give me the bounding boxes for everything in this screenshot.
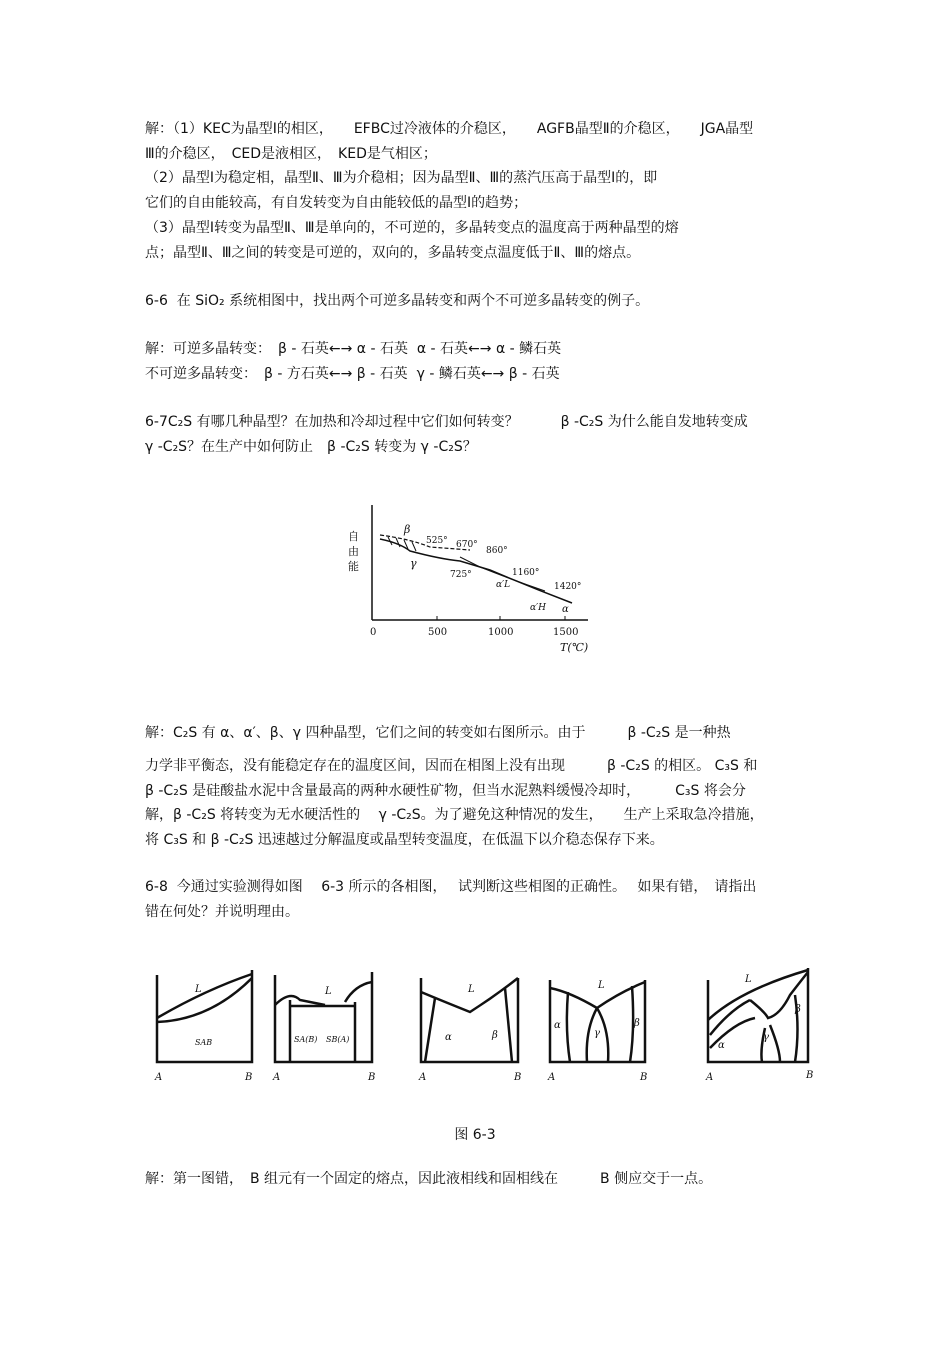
- x-tick-1500: 1500: [553, 627, 579, 638]
- d3-B: B: [514, 1072, 522, 1083]
- question-6-8-line-1: 6-8 今通过实验测得如图 6-3 所示的各相图， 试判断这些相图的正确性。 如果有错， 请指出: [145, 879, 757, 895]
- answer-6-7-line-1: 解：C₂S 有 α、α′、β、γ 四种晶型，它们之间的转变如右图所示。由于 β -C₂S 是一种热: [145, 725, 731, 741]
- d3-b: β: [492, 1030, 498, 1041]
- d4-g: γ: [594, 1028, 600, 1039]
- question-6-7-line-1: 6-7C₂S 有哪几种晶型？在加热和冷却过程中它们如何转变？ β -C₂S 为什么能自发地转变成: [145, 414, 748, 430]
- answer-6-7-line-4: 解，β -C₂S 将转变为无水硬活性的 γ -C₂S。为了避免这种情况的发生， 生产上采取急冷措施，: [145, 807, 764, 823]
- d1-S: SAB: [195, 1038, 213, 1047]
- d3-L: L: [468, 984, 475, 995]
- label-725: 725°: [450, 570, 472, 580]
- answer-6-6-line-2: 不可逆多晶转变： β - 方石英←→ β - 石英 γ - 鳞石英←→ β - 石英: [145, 366, 560, 382]
- d4-A: A: [548, 1072, 556, 1083]
- alpha-prime-h-label: α′H: [530, 603, 546, 613]
- gamma-label: γ: [410, 557, 417, 570]
- y-label-2: 由: [348, 545, 359, 558]
- answer-line-2: Ⅲ的介稳区， CED是液相区， KED是气相区；: [145, 146, 437, 162]
- label-1160: 1160°: [512, 568, 540, 578]
- answer-6-7-line-3: β -C₂S 是硅酸盐水泥中含量最高的两种水硬性矿物，但当水泥熟料缓慢冷却时， C₃S 将会分: [145, 783, 746, 799]
- x-tick-1000: 1000: [488, 627, 514, 638]
- answer-6-7-line-5: 将 C₃S 和 β -C₂S 迅速越过分解温度或晶型转变温度，在低温下以介稳态保存下来。: [145, 832, 664, 848]
- label-525: 525°: [426, 536, 448, 546]
- d1-frame: [157, 970, 252, 1062]
- answer-line-6: 点；晶型Ⅱ、Ⅲ之间的转变是可逆的，双向的，多晶转变点温度低于Ⅱ、Ⅲ的熔点。: [145, 245, 641, 261]
- d1-B: B: [245, 1072, 253, 1083]
- x-tick-0: 0: [370, 627, 377, 638]
- d2-L: L: [325, 986, 332, 997]
- answer-line-3: （2）晶型Ⅰ为稳定相，晶型Ⅱ、Ⅲ为介稳相；因为晶型Ⅱ、Ⅲ的蒸汽压高于晶型Ⅰ的，即: [145, 170, 658, 186]
- d4-a: α: [554, 1020, 561, 1031]
- beta-label: β: [404, 523, 411, 536]
- d2-S1: SA(B): [294, 1035, 318, 1044]
- d4-B: B: [640, 1072, 648, 1083]
- alpha-prime-l-label: α′L: [496, 580, 511, 590]
- answer-line-5: （3）晶型Ⅰ转变为晶型Ⅱ、Ⅲ是单向的，不可逆的，多晶转变点的温度高于两种晶型的熔: [145, 220, 679, 236]
- question-6-6: 6-6 在 SiO₂ 系统相图中，找出两个可逆多晶转变和两个不可逆多晶转变的例子。: [145, 293, 650, 309]
- d2-B: B: [368, 1072, 376, 1083]
- d5-b: β: [795, 1004, 801, 1015]
- label-670: 670°: [456, 540, 478, 550]
- d4-L: L: [598, 980, 605, 991]
- question-6-8-line-2: 错在何处？并说明理由。: [145, 904, 299, 920]
- answer-6-8: 解：第一图错， B 组元有一个固定的熔点，因此液相线和固相线在 B 侧应交于一点。: [145, 1171, 713, 1187]
- free-energy-diagram: [340, 495, 610, 665]
- y-label-1: 自: [348, 530, 359, 543]
- x-axis-label: T(℃): [560, 641, 589, 654]
- d4-b: β: [634, 1018, 640, 1029]
- beta-hatch: [388, 537, 416, 551]
- answer-6-7-line-2: 力学非平衡态，没有能稳定存在的温度区间，因而在相图上没有出现 β -C₂S 的相区。 C₃S 和: [145, 758, 758, 774]
- d2-S2: SB(A): [326, 1035, 350, 1044]
- answer-6-6-line-1: 解：可逆多晶转变： β - 石英←→ α - 石英 α - 石英←→ α - 鳞石英: [145, 341, 562, 357]
- figure-6-3: [140, 960, 830, 1090]
- d5-A: A: [706, 1072, 714, 1083]
- d1-A: A: [155, 1072, 163, 1083]
- d3-a: α: [445, 1032, 452, 1043]
- question-6-7-line-2: γ -C₂S？在生产中如何防止 β -C₂S 转变为 γ -C₂S？: [145, 439, 477, 455]
- d1-solidus: [157, 978, 252, 1022]
- d5-a: α: [718, 1040, 725, 1051]
- figure-caption: 图 6-3: [454, 1127, 496, 1143]
- answer-line-4: 它们的自由能较高，有自发转变为自由能较低的晶型Ⅰ的趋势；: [145, 195, 528, 211]
- d2-A: A: [273, 1072, 281, 1083]
- x-tick-500: 500: [428, 627, 448, 638]
- y-label-3: 能: [348, 560, 359, 573]
- d3-A: A: [419, 1072, 427, 1083]
- d1-L: L: [195, 984, 202, 995]
- alpha-label: α: [562, 604, 569, 615]
- label-860: 860°: [486, 546, 508, 556]
- answer-line-1: 解：（1）KEC为晶型Ⅰ的相区， EFBC过冷液体的介稳区， AGFB晶型Ⅱ的介稳区， JGA晶型: [145, 121, 754, 137]
- d5-B: B: [806, 1070, 814, 1081]
- d5-g: γ: [763, 1032, 769, 1043]
- d5-L: L: [745, 974, 752, 985]
- label-1420: 1420°: [554, 582, 582, 592]
